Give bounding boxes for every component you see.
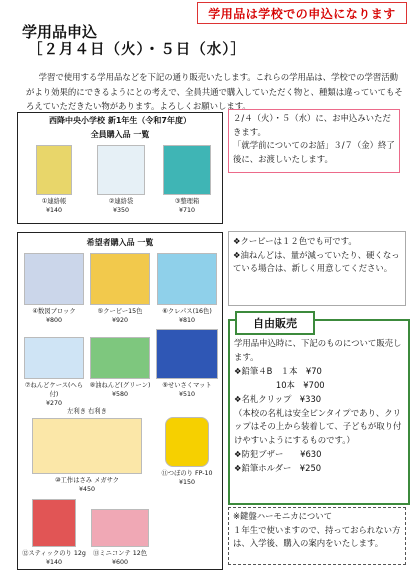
item-oil-clay (88, 337, 152, 399)
item-block (22, 253, 86, 325)
hope-purchase-heading: 希望者購入品 一覧 (86, 238, 154, 247)
all-purchase-box (17, 112, 223, 224)
renrakucho-image (36, 145, 72, 195)
item-price: ¥450 (78, 486, 96, 493)
oil-clay-image (90, 337, 150, 379)
coupy-image (90, 253, 150, 305)
item-price: ¥600 (111, 559, 129, 566)
item-glue-pot (154, 417, 220, 487)
item-name: ⑫スティックのり 12g (22, 550, 86, 557)
block-image (24, 253, 84, 305)
clay-case-image (24, 337, 84, 379)
item-price: ¥710 (178, 207, 196, 214)
mini-conte-image (91, 509, 149, 547)
all-purchase-heading: 全員購入品 一覧 (90, 130, 150, 139)
item-price: ¥510 (178, 391, 196, 398)
glue-pot-image (165, 417, 209, 467)
item-price: ¥270 (45, 400, 63, 407)
item-price: ¥580 (111, 391, 129, 398)
item-name: ⑧油ねんど(グリーン) (89, 382, 151, 389)
free-sale-body: 学用品申込時に、下記のものについて販売します。 ❖鉛筆４B １本 ¥70 10本 ¥700 ❖名札クリップ ¥330 （本校の名札は安全ピンタイプであり、クリップはその上から装着して、子どもが取り付けやすいようにするものです。） ❖防犯ブザー ¥630 ❖鉛筆ホルダー ¥250 (234, 338, 402, 474)
item-mat (154, 329, 220, 399)
item-name: ⑥クレパス(16色) (162, 308, 212, 315)
hope-purchase-box (17, 232, 223, 570)
item-renrakubukuro (90, 145, 152, 215)
scissors-image (32, 418, 142, 474)
item-name: ⑪つぼのり FP-10 (161, 470, 213, 477)
item-price: ¥800 (45, 317, 63, 324)
stick-glue-image (32, 499, 76, 547)
page-title: 学用品申込 (22, 23, 98, 41)
item-price: ¥150 (178, 479, 196, 486)
item-coupy (88, 253, 152, 325)
item-mini-conte (88, 509, 152, 567)
item-name: ⑦ねんどケース(へら付) (24, 382, 84, 398)
crayon-clay-note: ❖クーピーは１２色でも可です。 ❖油ねんどは、量が減っていたり、硬くなっている場合は、新しく用意してください。 (228, 231, 406, 306)
item-name: ⑨せいさくマット (162, 382, 212, 389)
seiribako-image (163, 145, 211, 195)
scissors-handedness: 左利き 右利き (67, 408, 107, 415)
renrakubukuro-image (97, 145, 145, 195)
harmonica-note: ※鍵盤ハーモニカについて １年生で使いますので、持っておられない方は、入学後、購入の案内をいたします。 (228, 507, 406, 565)
free-sale-heading: 自由販売 (235, 311, 315, 335)
item-seiribako (156, 145, 218, 215)
crepas-image (157, 253, 217, 305)
item-crepas (154, 253, 220, 325)
intro-paragraph: 学習で使用する学用品などを下記の通り販売いたします。これらの学用品は、学校での学習活動がより効果的にできるようにとの考えで、全員共通で購入していただく物と、種類は違っていてもそろえていただきたい物があります。よろしくお願いします。 (26, 72, 403, 111)
item-name: ⑬ミニコンテ 12色 (92, 550, 148, 557)
item-name: ⑤クーピー15色 (97, 308, 143, 315)
item-price: ¥920 (111, 317, 129, 324)
item-clay-case (22, 337, 86, 408)
item-name: ①連絡帳 (41, 198, 67, 205)
school-label: 西降中央小学校 新1年生（令和7年度） (49, 116, 191, 125)
application-dates: ［２月４日（火）・５日（水）］ (28, 42, 246, 58)
application-note: ２/４（火）・５（水）に、お申込みいただきます。 「就学前についてのお話」３/７（金）終了後に、お渡しいたします。 (228, 109, 400, 173)
item-scissors (22, 407, 152, 494)
item-price: ¥140 (45, 559, 63, 566)
item-price: ¥810 (178, 317, 196, 324)
item-name: ④数図ブロック (32, 308, 76, 315)
item-name: ⑩工作はさみ メガサク (54, 477, 120, 484)
item-renrakucho (24, 145, 84, 215)
mat-image (156, 329, 218, 379)
item-name: ③整理箱 (174, 198, 200, 205)
item-price: ¥140 (45, 207, 63, 214)
application-notice: 学用品は学校での申込になります (197, 2, 407, 24)
item-stick-glue (22, 499, 86, 567)
item-name: ②連絡袋 (108, 198, 134, 205)
item-price: ¥350 (112, 207, 130, 214)
